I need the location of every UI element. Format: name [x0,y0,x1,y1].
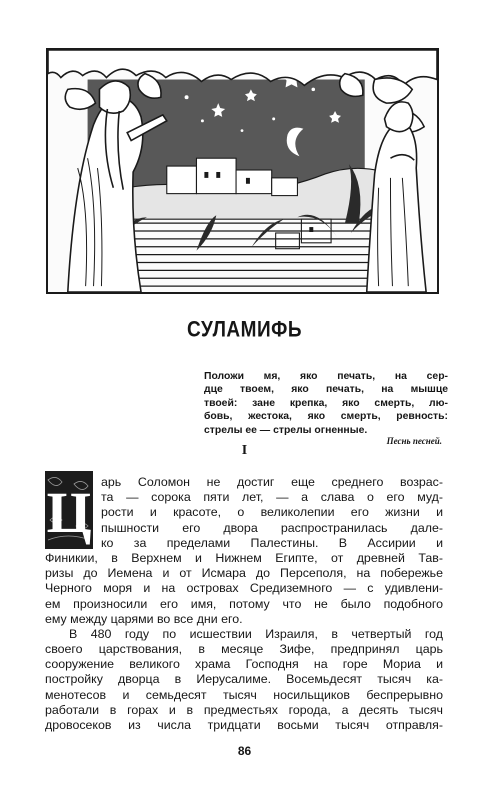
text-line: ему между царями во все дни его. [45,611,243,626]
page-number: 86 [237,744,252,758]
engraving-illustration [46,48,439,294]
epigraph-line: дце твоем, яко печать, на мышце [204,384,448,396]
solomon-and-shulamith-engraving [48,50,437,292]
body-text [45,475,443,733]
text-line: ем произносили его имя, потому что не было подобного [45,596,443,611]
text-line: работали в горах и в предместьях города, а десять тысяч [45,702,443,717]
chapter-numeral: I [241,443,248,458]
text-line: рости и красоте, о великолепии его жизни и [101,505,443,520]
text-line: В 480 году по исшествии Израиля, в четвертый год [69,626,443,641]
text-line: Финикии, в Верхнем и Нижнем Египте, от древней Тав- [45,550,443,565]
text-line: ризы до Иемена и от Исмара до Персеполя, на побережье [45,566,443,581]
epigraph-line: стрелы ее — стрелы огненные. [204,424,368,436]
text-line: пышности его двора распространилась дале- [101,520,443,535]
drop-cap-letter: Ц [46,480,92,545]
text-line: арь Соломон не достиг еще среднего возрас- [101,475,443,489]
text-line: менотесов и семьдесят тысяч носильщиков беспрерывно [45,687,443,702]
epigraph-line: бовь, жестока, яко смерть, ревность: [204,411,448,423]
text-line: та — сорока пяти лет, — а слава о его муд- [101,490,443,505]
text-line: дровосеков из числа тридцати восьми тысяч отправля- [45,718,443,732]
epigraph-line: Положи мя, яко печать, на сер- [204,371,448,382]
epigraph-source: Песнь песней. [386,436,442,446]
text-line: своего царствования, в месяце Зифе, предпринял царь [45,642,443,657]
text-line: ко за пределами Палестины. В Ассирии и [101,535,443,550]
epigraph [204,370,448,437]
story-title: СУЛАМИФЬ [187,318,302,343]
text-line: сооружение великого храма Господня на горе Мориа и [45,657,443,672]
text-line: постройку дворца в Иерусалиме. Восемьдесят тысяч ка- [45,672,443,687]
epigraph-line: твоей: зане крепка, яко смерть, лю- [204,397,448,409]
text-line: Черного моря и на островах Средиземного — с удивлени- [45,581,443,596]
